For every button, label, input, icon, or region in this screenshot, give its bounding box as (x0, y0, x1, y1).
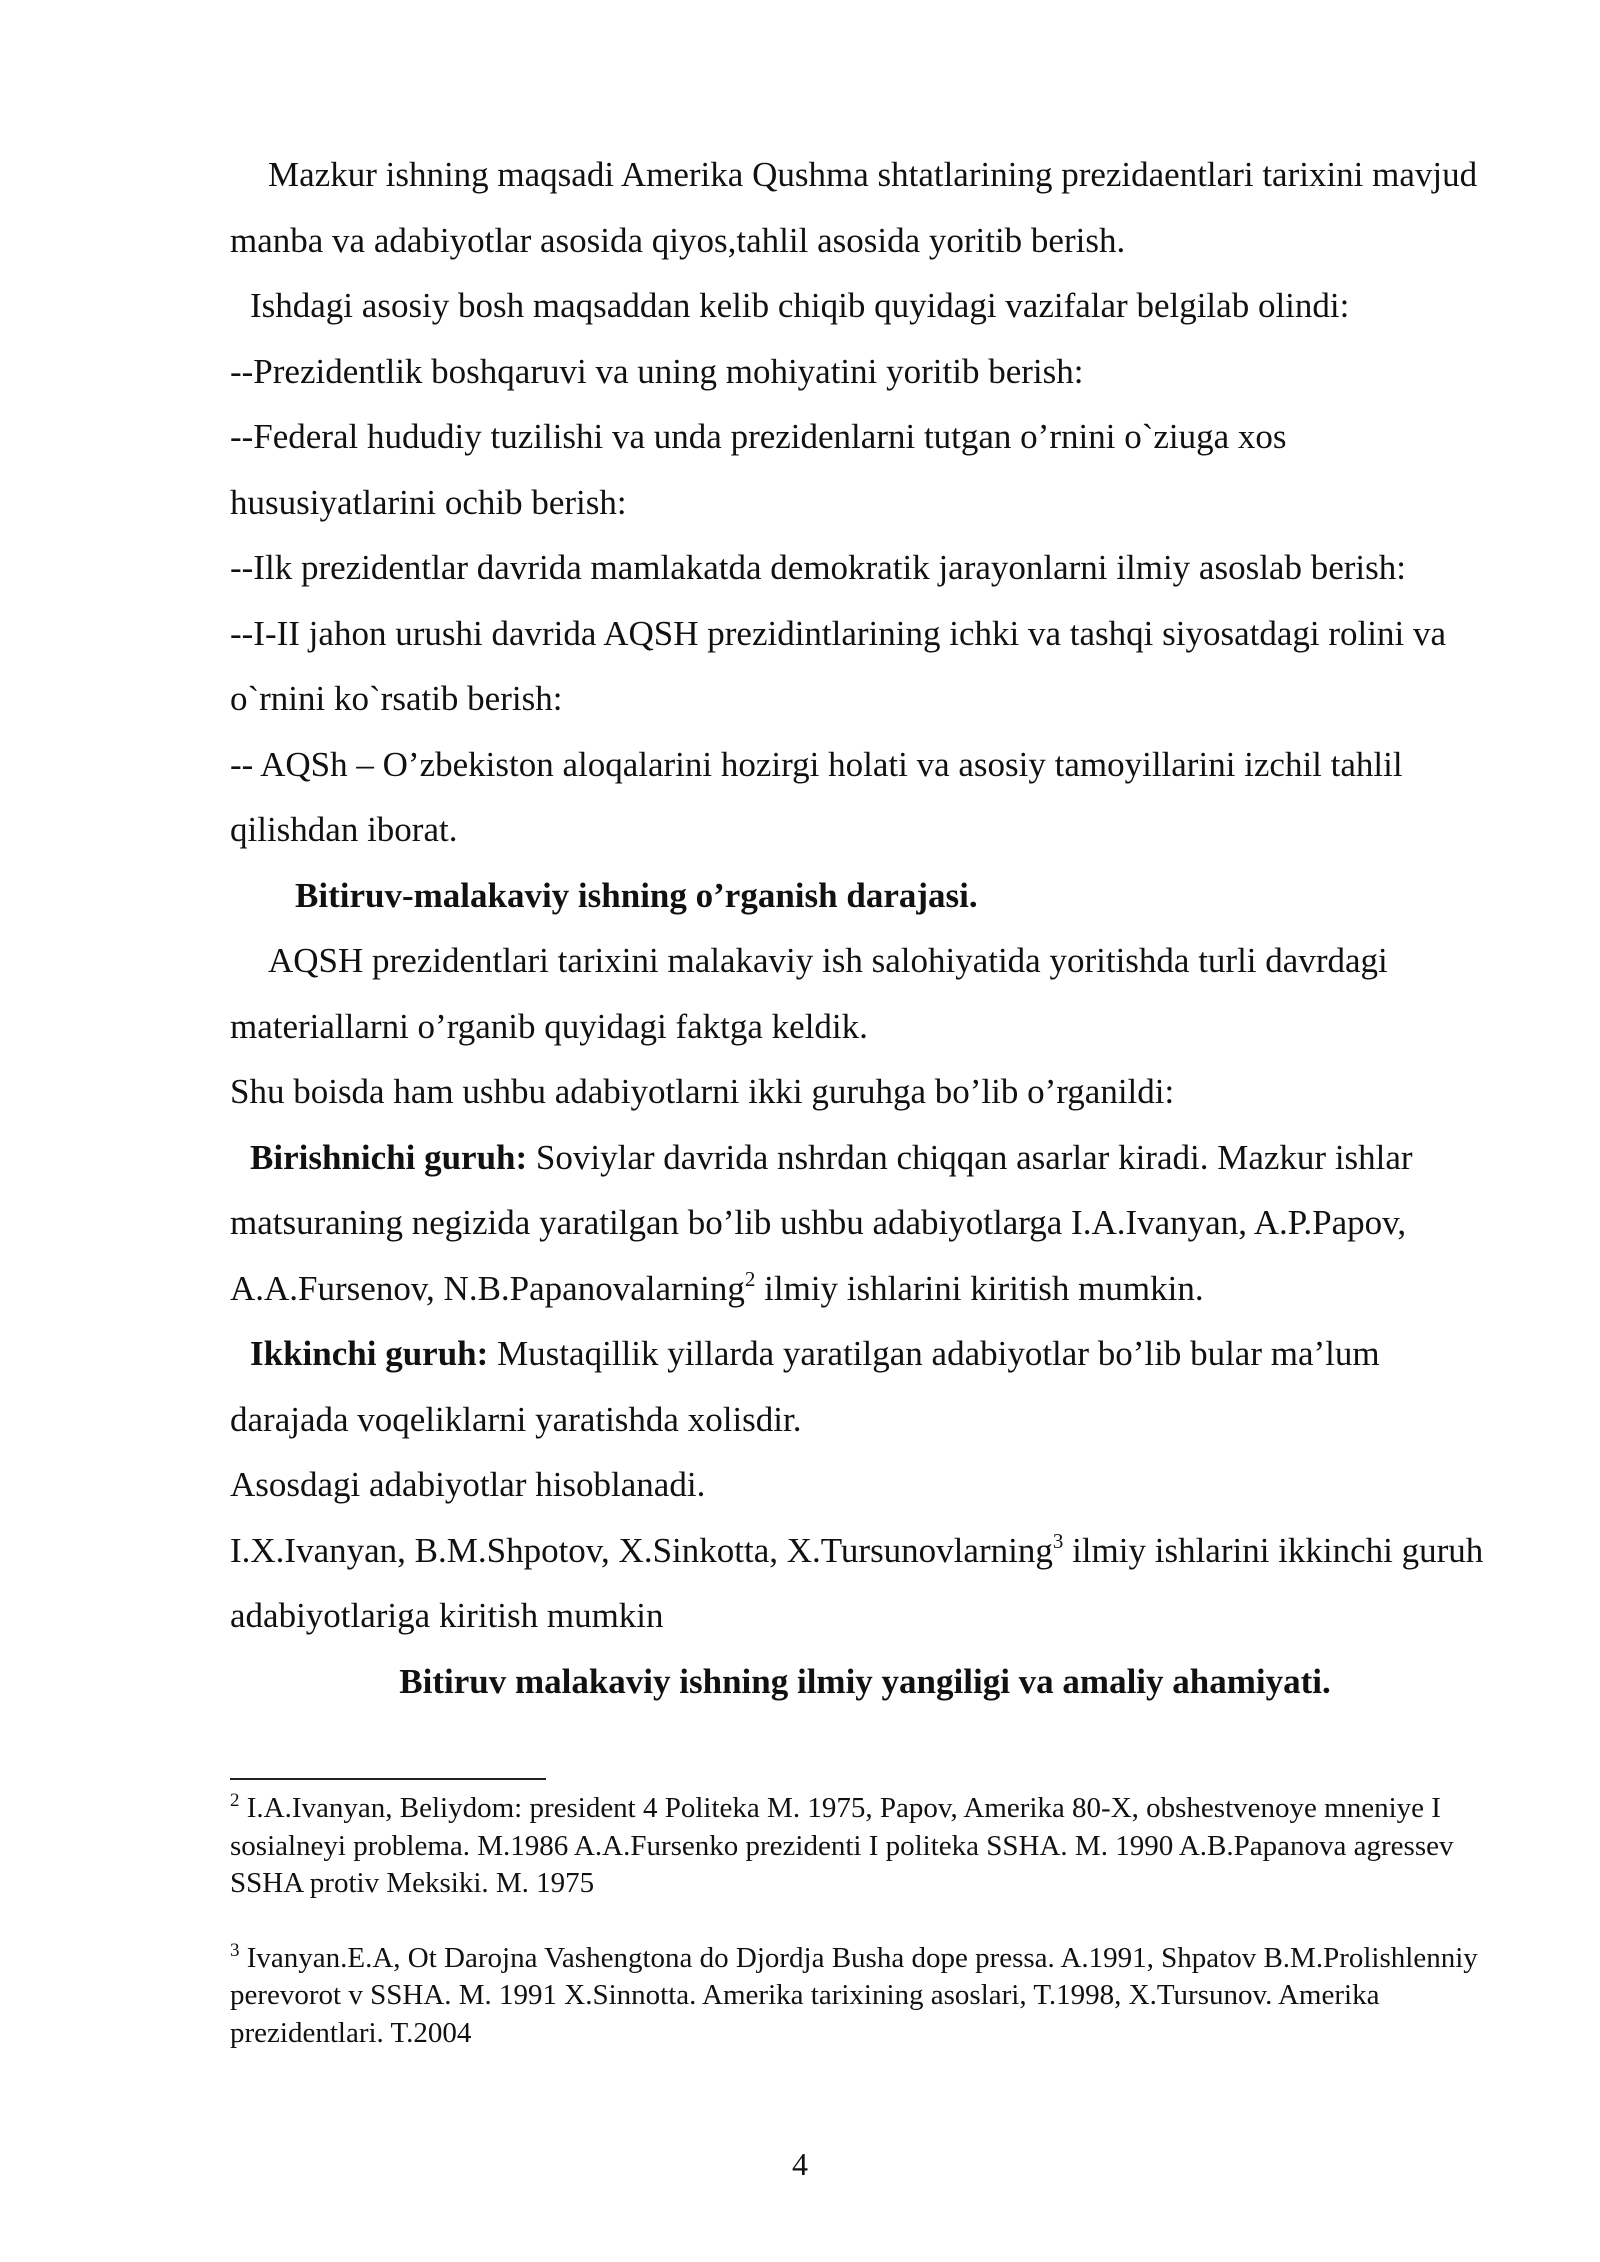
footnote-2 (230, 1790, 1500, 1903)
study-paragraph: AQSH prezidentlari tarixini malakaviy ish salohiyatida yoritishda turli davrdagi materiallarni o’rganib quyidagi faktga keldik. (230, 941, 1388, 1046)
group-2-paragraph (230, 1321, 1500, 1452)
footnote-ref-2[interactable]: 2 (744, 1266, 756, 1291)
group-1-text: Soviylar davrida nshrdan chiqqan asarlar kiradi. Mazkur ishlar matsuraning negizida yaratilgan bo’lib ushbu adabiyotlarga I.A.Ivanyan, A.P.Papov, A.A.Fursenov, N.B.Papanovalarning (230, 1137, 1413, 1308)
page-number: 4 (792, 2146, 808, 2182)
footnote-3-text: Ivanyan.E.A, Ot Darojna Vashengtona do Djordja Busha dope pressa. A.1991, Shpatov B.M.Prolishlenniy perevorot v SSHA. M. 1991 X.Sinnotta. Amerika tarixining asoslari, T.1998, X.Tursunov. Amerika prezidentlari. T.2004 (230, 1941, 1478, 2049)
groups-intro-paragraph: Shu boisda ham ushbu adabiyotlarni ikki guruhga bo’lib o’rganildi: (230, 1072, 1175, 1111)
task-item-5: -- AQSh – O’zbekiston aloqalarini hozirgi holati va asosiy tamoyillarini izchil tahlil qilishdan iborat. (230, 744, 1403, 849)
footnotes (230, 1790, 1500, 2089)
task-item-1: --Prezidentlik boshqaruvi va uning mohiyatini yoritib berish: (230, 351, 1084, 391)
authors-text: I.X.Ivanyan, B.M.Shpotov, X.Sinkotta, X.Tursunovlarning (230, 1530, 1053, 1570)
footnote-2-mark: 2 (230, 1790, 240, 1811)
authors-paragraph (230, 1518, 1500, 1649)
section-heading-novelty: Bitiruv malakaviy ishning ilmiy yangiligi va amaliy ahamiyati. (399, 1661, 1331, 1701)
task-item-2: --Federal hududiy tuzilishi va unda prezidenlarni tutgan o’rnini o`ziuga xos hususiyatlarini ochib berish: (230, 417, 1287, 522)
group-2-label: Ikkinchi guruh: (250, 1334, 489, 1373)
task-item-3: --Ilk prezidentlar davrida mamlakatda demokratik jarayonlarni ilmiy asoslab berish: (230, 548, 1406, 587)
basis-paragraph: Asosdagi adabiyotlar hisoblanadi. (230, 1465, 706, 1504)
tasks-intro-paragraph: Ishdagi asosiy bosh maqsaddan kelib chiqib quyidagi vazifalar belgilab olindi: (250, 286, 1350, 325)
group-1-label: Birishnichi guruh: (250, 1137, 528, 1177)
authors-tail: ilmiy ishlarini ikkinchi guruh adabiyotlariga kiritish mumkin (230, 1530, 1484, 1635)
intro-paragraph: Mazkur ishning maqsadi Amerika Qushma shtatlarining prezidaentlari tarixini mavjud manba va adabiyotlar asosida qiyos,tahlil asosida yoritib berish. (230, 155, 1478, 260)
footnote-2-text: I.A.Ivanyan, Beliydom: president 4 Politeka M. 1975, Papov, Amerika 80-X, obshestvenoye mneniye I sosialneyi problema. M.1986 A.A.Fursenko prezidenti I politeka SSHA. M. 1990 A.B.Papanova agressev SSHA protiv Meksiki. M. 1975 (230, 1792, 1454, 1899)
footnote-3 (230, 1940, 1500, 2053)
footnote-separator (230, 1778, 546, 1780)
task-item-4: --I-II jahon urushi davrida AQSH prezidintlarining ichki va tashqi siyosatdagi rolini va o`rnini ko`rsatib berish: (230, 613, 1446, 718)
footnote-ref-3[interactable]: 3 (1052, 1528, 1064, 1553)
group-1-paragraph (230, 1125, 1500, 1322)
group-2-text: Mustaqillik yillarda yaratilgan adabiyotlar bo’lib bular ma’lum darajada voqeliklarni yaratishda xolisdir. (230, 1334, 1380, 1439)
group-1-tail: ilmiy ishlarini kiritish mumkin. (755, 1268, 1204, 1308)
section-heading-study-level: Bitiruv-malakaviy ishning o’rganish darajasi. (295, 875, 978, 915)
main-text (230, 142, 1500, 1714)
footnote-3-mark: 3 (230, 1939, 240, 1961)
